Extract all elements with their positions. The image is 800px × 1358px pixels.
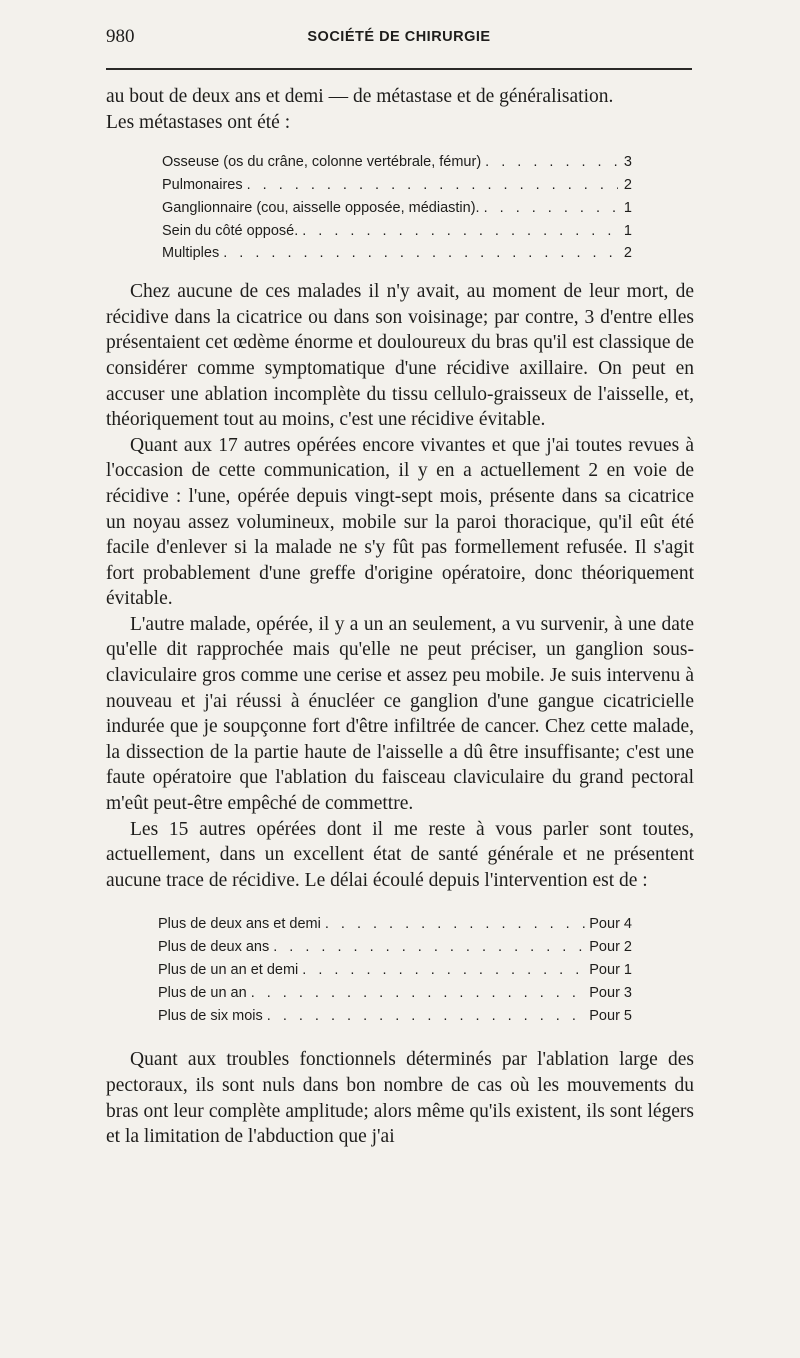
list-item-value: 1 — [623, 199, 632, 216]
intro-line-2: Les métastases ont été : — [106, 111, 291, 133]
list-item-label: Plus de un an — [158, 984, 247, 1001]
list-item-label: Sein du côté opposé. — [162, 222, 299, 239]
list-item-value: Pour 3 — [589, 984, 632, 1001]
paragraph: L'autre malade, opérée, il y a un an seulement, a vu survenir, à une date qu'elle dit rapprochée mais qu'elle ne peut préciser, un ganglion sous-claviculaire gros comme une cerise et assez peu mobile. Je suis intervenu à nouveau et j'ai réussi à énucléer ce ganglion d'une gangue cicatricielle indurée que je soupçonne fort d'être infiltrée de cancer. Chez cette malade, la dissection de la partie haute de l'aisselle a dû être insuffisante; c'est une faute opératoire que l'ablation du faisceau claviculaire du grand pectoral m'eût peut-être empêché de commettre. — [106, 613, 694, 815]
paragraph: Chez aucune de ces malades il n'y avait, au moment de leur mort, de récidive dans la cicatrice ou dans son voisinage; par contre, 3 d'entre elles présentaient cet œdème énorme et douloureux du bras qu'il est classique de considérer comme symptomatique d'une récidive axillaire. On peut en accuser une ablation incomplète du tissu cellulo-graisseux de l'aisselle, et, théoriquement tout au moins, c'est une récidive évitable. — [106, 281, 694, 431]
paragraph: Les 15 autres opérées dont il me reste à vous parler sont toutes, actuellement, dans un excellent état de santé générale et ne présentent aucune trace de récidive. Le délai écoulé depuis l'intervention est de : — [106, 818, 694, 891]
list-item — [158, 982, 632, 1005]
closing-paragraph: Quant aux troubles fonctionnels déterminés par l'ablation large des pectoraux, ils sont nuls dans bon nombre de cas où les mouvements du bras ont leur complète amplitude; alors même qu'ils existent, ils sont légers et la limitation de l'abduction que j'ai — [106, 1049, 694, 1148]
dot-leader — [273, 936, 585, 959]
list-item-label: Multiples — [162, 245, 220, 262]
list-item-value: Pour 4 — [589, 916, 632, 933]
page-number: 980 — [106, 26, 135, 47]
list-item — [158, 936, 632, 959]
header-rule — [106, 68, 692, 70]
dot-leader — [484, 197, 618, 220]
list-item — [162, 242, 632, 265]
dot-leader — [223, 242, 618, 265]
dot-leader — [485, 151, 618, 174]
list-item-label: Pulmonaires — [162, 176, 243, 193]
dot-leader — [267, 1005, 586, 1028]
list-item — [158, 959, 632, 982]
page-header — [106, 26, 692, 56]
durations-list — [158, 913, 632, 1027]
dot-leader — [251, 982, 586, 1005]
list-item-value: 2 — [623, 176, 632, 193]
list-item-value: 3 — [623, 154, 632, 171]
list-item — [162, 220, 632, 243]
dot-leader — [302, 220, 618, 243]
list-item-label: Osseuse (os du crâne, colonne vertébrale, fémur) — [162, 154, 482, 171]
list-item-label: Plus de un an et demi — [158, 962, 299, 979]
list-item-value: 2 — [623, 245, 632, 262]
list-item-label: Ganglionnaire (cou, aisselle opposée, médiastin). — [162, 199, 480, 216]
paragraph: Quant aux 17 autres opérées encore vivantes et que j'ai toutes revues à l'occasion de cette communication, il y en a actuellement 2 en voie de récidive : l'une, opérée depuis vingt-sept mois, présente dans sa cicatrice un noyau assez volumineux, mobile sur la paroi thoracique, qu'il eût été facile d'enlever si la malade ne s'y fût pas formellement refusée. Il s'agit fort probablement d'une greffe d'origine opératoire, donc théoriquement évitable. — [106, 434, 694, 610]
list-item-label: Plus de six mois — [158, 1007, 263, 1024]
dot-leader — [325, 913, 585, 936]
list-item — [162, 174, 632, 197]
list-item-value: 1 — [623, 222, 632, 239]
list-item-value: Pour 1 — [589, 962, 632, 979]
list-item — [162, 151, 632, 174]
list-item — [162, 197, 632, 220]
list-item-label: Plus de deux ans — [158, 939, 270, 956]
dot-leader — [302, 959, 585, 982]
intro-line-1: au bout de deux ans et demi — de métastase et de généralisation. — [106, 86, 614, 107]
metastases-list — [162, 151, 632, 265]
running-title: SOCIÉTÉ DE CHIRURGIE — [307, 29, 491, 45]
page-body — [106, 84, 694, 1150]
list-item — [158, 1005, 632, 1028]
list-item-label: Plus de deux ans et demi — [158, 916, 321, 933]
list-item — [158, 913, 632, 936]
list-item-value: Pour 2 — [589, 939, 632, 956]
list-item-value: Pour 5 — [589, 1007, 632, 1024]
dot-leader — [247, 174, 618, 197]
